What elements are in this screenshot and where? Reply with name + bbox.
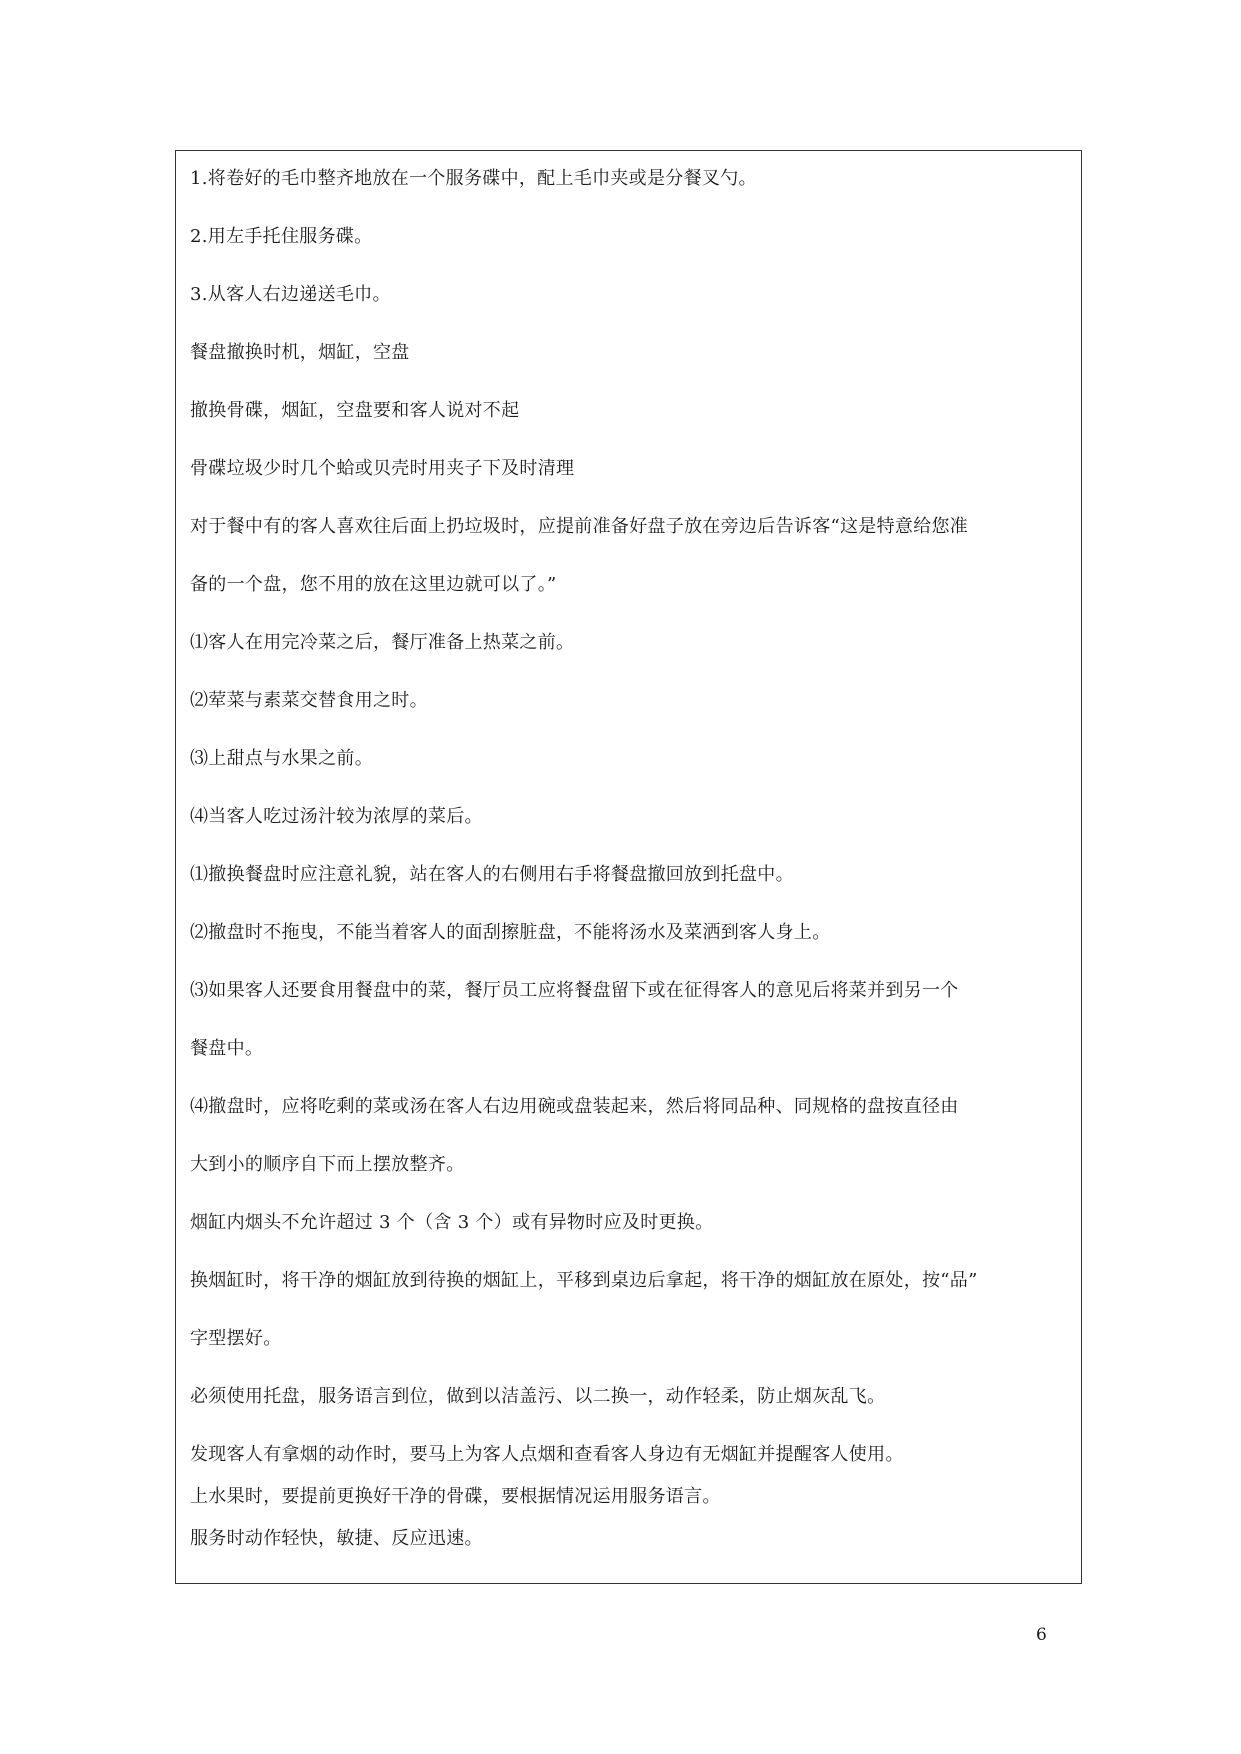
text-line: ⑴撤换餐盘时应注意礼貌，站在客人的右侧用右手将餐盘撤回放到托盘中。 bbox=[190, 864, 794, 885]
text-line: ⑷撤盘时，应将吃剩的菜或汤在客人右边用碗或盘装起来，然后将同品种、同规格的盘按直径由 bbox=[190, 1096, 959, 1117]
text-line: 字型摆好。 bbox=[190, 1328, 282, 1349]
text-line: 1.将卷好的毛巾整齐地放在一个服务碟中，配上毛巾夹或是分餐叉勺。 bbox=[190, 168, 757, 189]
text-line: 餐盘中。 bbox=[190, 1038, 264, 1059]
text-line: 备的一个盘，您不用的放在这里边就可以了。” bbox=[190, 574, 557, 595]
text-line: 烟缸内烟头不允许超过 3 个（含 3 个）或有异物时应及时更换。 bbox=[190, 1212, 714, 1233]
text-line: 大到小的顺序自下而上摆放整齐。 bbox=[190, 1154, 465, 1175]
text-line: ⑷当客人吃过汤汁较为浓厚的菜后。 bbox=[190, 806, 483, 827]
text-line: 对于餐中有的客人喜欢往后面上扔垃圾时，应提前准备好盘子放在旁边后告诉客“这是特意给您准 bbox=[190, 516, 969, 537]
page-number: 6 bbox=[1036, 1625, 1047, 1645]
text-line: 撤换骨碟，烟缸，空盘要和客人说对不起 bbox=[190, 400, 520, 421]
text-line: 换烟缸时，将干净的烟缸放到待换的烟缸上，平移到桌边后拿起，将干净的烟缸放在原处，按“品” bbox=[190, 1270, 978, 1291]
text-line: 3.从客人右边递送毛巾。 bbox=[190, 284, 391, 305]
text-line: ⑶上甜点与水果之前。 bbox=[190, 748, 373, 769]
text-line: 2.用左手托住服务碟。 bbox=[190, 226, 373, 247]
text-line: 上水果时，要提前更换好干净的骨碟，要根据情况运用服务语言。 bbox=[190, 1486, 721, 1507]
text-line: ⑵撤盘时不拖曳，不能当着客人的面刮擦脏盘，不能将汤水及菜洒到客人身上。 bbox=[190, 922, 831, 943]
text-line: ⑴客人在用完冷菜之后，餐厅准备上热菜之前。 bbox=[190, 632, 575, 653]
text-line: ⑶如果客人还要食用餐盘中的菜，餐厅员工应将餐盘留下或在征得客人的意见后将菜并到另一个 bbox=[190, 980, 959, 1001]
content-table-cell bbox=[175, 150, 1082, 1584]
text-line: 餐盘撤换时机，烟缸，空盘 bbox=[190, 342, 410, 363]
text-line: 服务时动作轻快，敏捷、反应迅速。 bbox=[190, 1528, 483, 1549]
text-line: 必须使用托盘，服务语言到位，做到以洁盖污、以二换一，动作轻柔，防止烟灰乱飞。 bbox=[190, 1386, 886, 1407]
text-line: 发现客人有拿烟的动作时，要马上为客人点烟和查看客人身边有无烟缸并提醒客人使用。 bbox=[190, 1444, 904, 1465]
text-line: ⑵荤菜与素菜交替食用之时。 bbox=[190, 690, 428, 711]
text-line: 骨碟垃圾少时几个蛤或贝壳时用夹子下及时清理 bbox=[190, 458, 575, 479]
